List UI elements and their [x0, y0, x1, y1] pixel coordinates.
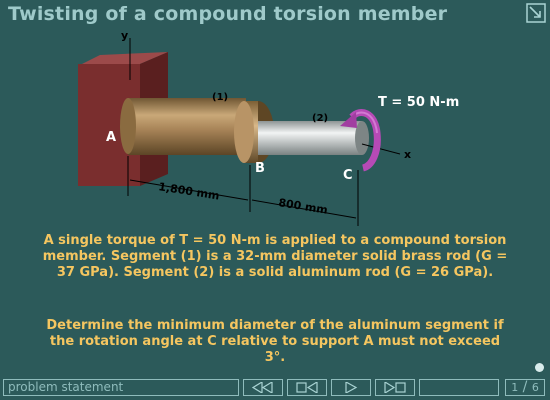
- problem-paragraph-2: Determine the minimum diameter of the aluminum segment if the rotation angle at C relative to support A must not exceed 3°.: [46, 318, 504, 365]
- step-back-icon: [296, 382, 318, 393]
- navigation-bar: [0, 376, 550, 400]
- y-axis-label: y: [121, 29, 129, 42]
- play-button[interactable]: [331, 379, 371, 396]
- point-a-label: A: [106, 130, 117, 145]
- length-1-label: 1,800 mm: [157, 180, 221, 203]
- brass-segment: [120, 98, 274, 163]
- torque-label: T = 50 N-m: [378, 95, 460, 110]
- step-back-button[interactable]: [287, 379, 327, 396]
- point-c-label: C: [343, 168, 353, 183]
- status-field: problem statement: [3, 379, 239, 396]
- point-b-label: B: [255, 161, 265, 176]
- problem-paragraph-1: A single torque of T = 50 N-m is applied to a compound torsion member. Segment (1) is a 32-mm diameter solid brass rod (G = 37 GPa). Segment (2) is a solid aluminum rod (G = 26 GPa).: [42, 233, 508, 280]
- nav-blank-field: [419, 379, 499, 396]
- step-forward-button[interactable]: [375, 379, 415, 396]
- length-2-label: 800 mm: [277, 196, 329, 217]
- x-axis-line: [362, 144, 400, 154]
- page-title: Twisting of a compound torsion member: [8, 3, 448, 25]
- rewind-icon: [252, 382, 274, 393]
- rewind-button[interactable]: [243, 379, 283, 396]
- page-total: 6: [531, 381, 539, 394]
- status-dot: [535, 363, 544, 372]
- page-indicator: [505, 379, 545, 396]
- x-axis-label: x: [404, 148, 412, 161]
- page-current: 1: [511, 381, 519, 394]
- play-icon: [340, 382, 362, 393]
- segment-2-label: (2): [312, 113, 329, 124]
- page-separator: /: [518, 379, 532, 395]
- segment-1-label: (1): [212, 92, 229, 103]
- step-forward-icon: [384, 382, 406, 393]
